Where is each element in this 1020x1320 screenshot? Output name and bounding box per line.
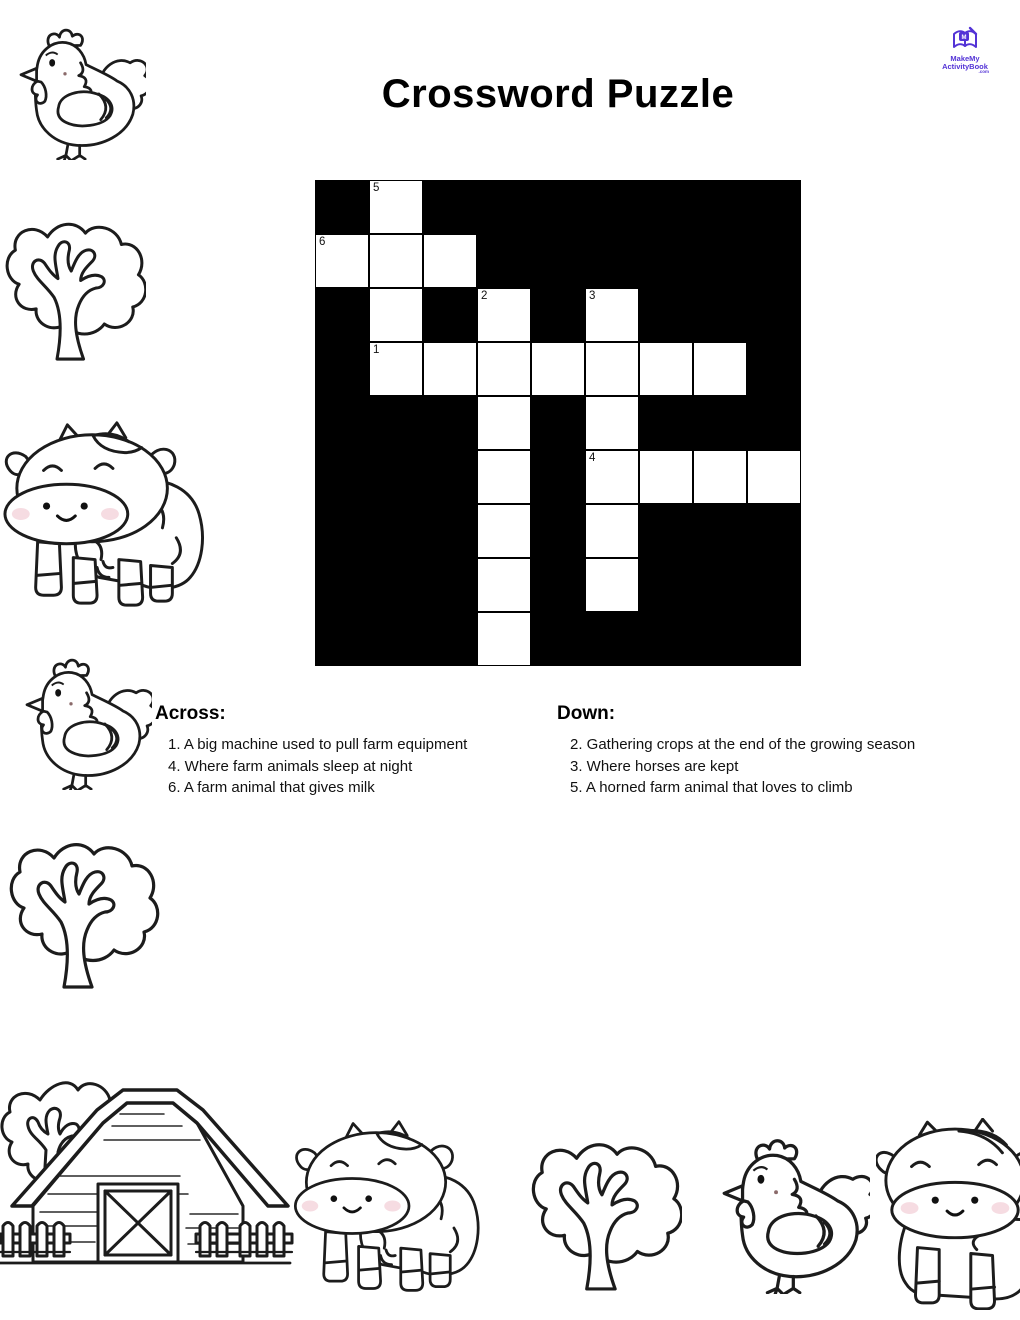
grid-cell[interactable] xyxy=(315,234,369,288)
clue-item: 3. Where horses are kept xyxy=(570,757,739,775)
clue-item: 2. Gathering crops at the end of the growing season xyxy=(570,736,916,753)
grid-cell[interactable] xyxy=(369,342,423,396)
grid-cell[interactable] xyxy=(477,342,531,396)
grid-cell[interactable] xyxy=(477,288,531,342)
grid-cell[interactable] xyxy=(585,288,639,342)
chicken-illustration xyxy=(6,28,146,160)
grid-cell[interactable] xyxy=(369,180,423,234)
clue-item: 4. Where farm animals sleep at night xyxy=(168,757,413,775)
cell-number: 5 xyxy=(373,182,380,194)
grid-cell[interactable] xyxy=(477,558,531,612)
book-pencil-icon xyxy=(950,26,980,53)
grid-cell[interactable] xyxy=(585,558,639,612)
clues-across-section xyxy=(155,703,467,799)
chicken-illustration xyxy=(12,658,152,790)
grid-cell[interactable] xyxy=(477,396,531,450)
clue-item: 1. A big machine used to pull farm equipment xyxy=(168,736,468,753)
grid-cell[interactable] xyxy=(639,450,693,504)
brand-line-2: ActivityBook xyxy=(942,61,988,71)
chicken-illustration xyxy=(708,1138,870,1294)
grid-cell[interactable] xyxy=(369,234,423,288)
grid-cell[interactable] xyxy=(693,450,747,504)
tree-illustration xyxy=(530,1134,682,1294)
grid-cell[interactable] xyxy=(423,342,477,396)
grid-cell[interactable] xyxy=(423,234,477,288)
cow-illustration xyxy=(282,1118,492,1294)
clue-item: 5. A horned farm animal that loves to climb xyxy=(570,779,853,797)
brand-line-1: MakeMy xyxy=(950,54,980,63)
cell-number: 3 xyxy=(589,290,596,302)
tree-illustration xyxy=(4,214,146,364)
svg-text:M: M xyxy=(961,35,967,41)
grid-cell[interactable] xyxy=(585,450,639,504)
barn-illustration xyxy=(0,1066,300,1268)
cell-number: 2 xyxy=(481,290,488,302)
crossword-grid xyxy=(315,180,801,666)
grid-cell[interactable] xyxy=(693,342,747,396)
down-clue-list xyxy=(557,734,915,799)
grid-cell[interactable] xyxy=(531,342,585,396)
grid-cell[interactable] xyxy=(747,450,801,504)
across-clue-list xyxy=(155,734,467,799)
grid-cell[interactable] xyxy=(639,342,693,396)
cell-number: 4 xyxy=(589,452,596,464)
grid-cell[interactable] xyxy=(477,612,531,666)
grid-cell[interactable] xyxy=(585,504,639,558)
grid-cell[interactable] xyxy=(585,396,639,450)
brand-line-3: .com xyxy=(978,69,989,74)
grid-cell[interactable] xyxy=(477,450,531,504)
tree-illustration xyxy=(6,834,160,992)
brand-logo xyxy=(936,26,994,75)
clue-item: 6. A farm animal that gives milk xyxy=(168,779,375,797)
across-heading: Across: xyxy=(155,703,226,724)
clues-down-section xyxy=(557,703,915,799)
grid-cell[interactable] xyxy=(477,504,531,558)
cow-illustration xyxy=(0,418,208,610)
cell-number: 6 xyxy=(319,236,326,248)
down-heading: Down: xyxy=(557,703,616,724)
cow-illustration xyxy=(876,1118,1020,1310)
cell-number: 1 xyxy=(373,344,380,356)
grid-cell[interactable] xyxy=(585,342,639,396)
page-title: Crossword Puzzle xyxy=(381,72,735,116)
grid-cell[interactable] xyxy=(369,288,423,342)
